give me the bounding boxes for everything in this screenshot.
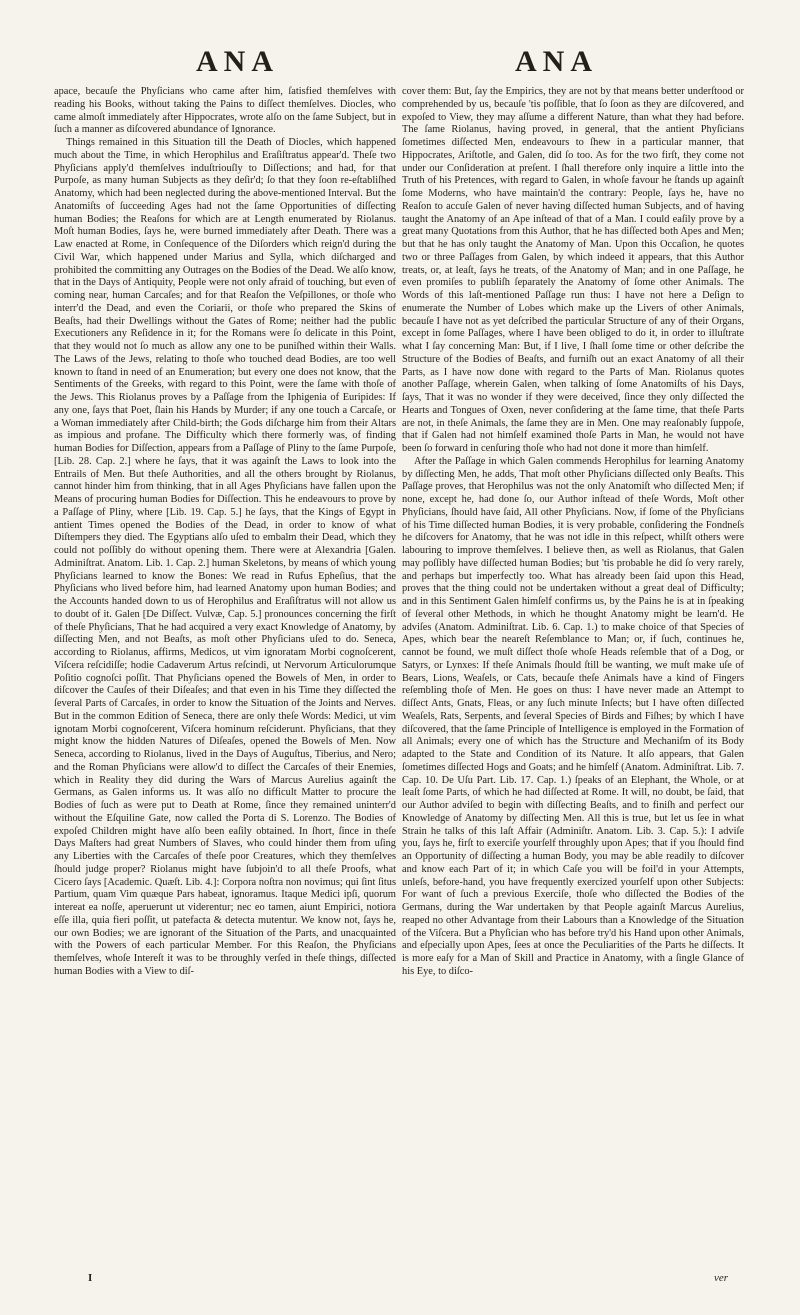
catchword: ver (714, 1272, 729, 1284)
text-column-left (54, 86, 396, 1266)
page-header (0, 42, 800, 82)
page-footer (0, 1272, 800, 1292)
paragraph: Things remained in this Situation till the Death of Diocles, which happened much about the Time, in which Herophilus and Eraſiſtratus appear'd. Theſe two Phyſicians apply'd themſelves induſtriouſly to Diſſections; and had, for that Purpoſe, as many human Subjects as they deſir'd; ſo that they ſoon re-eſtabliſhed Anatomy, which had been neglected during the above-mentioned Interval. But the Anatomiſts of ſucceeding Ages had not the ſame Opportunities of diſſecting human Bodies; the Reaſons for which are at Length enumerated by Riolanus. Moſt human Bodies, ſays he, were burned immediately after Death. There was a Law enacted at Rome, in Conſequence of the Diſorders which reign'd during the Civil War, which happened under Marius and Sylla, which diſcharged and prohibited the committing any Outrages on the Bodies of the Dead. We alſo know, that in the Days of Antiquity, People were not only afraid of touching, but even of coming near, human Carcaſes; and for that Reaſon the Veſpillones, or thoſe who interr'd the Dead, and even the Coriarii, or thoſe who prepared the Skins of Beaſts, had their Dwellings without the Gates of Rome; neither had the public Executioners any Reſidence in it; for the Romans were ſo delicate in this Point, that they would not ſo much as allow any one to be puniſhed within their Walls. The Laws of the Jews, relating to thoſe who touched dead Bodies, are too well known to ſtand in need of an Enumeration; but every one does not know, that the Sentiments of the Greeks, with regard to this Point, were the ſame with thoſe of the Jews. This Riolanus proves by a Paſſage from the Iphigenia of Euripides: If any one, ſays that Poet, ſlain his Hands by Murder; if any one touch a Carcaſe, or a Woman immediately after Child-birth; the Gods diſcharge him from their Altars as impious and profane. The Difficulty which there formerly was, of finding human Bodies for Diſſection, appears from a Paſſage of Pliny to the ſame Purpoſe, [Lib. 28. Cap. 2.] where he ſays, that it was againſt the Laws to look into the Entrails of Men. But theſe Authorities, and all the others brought by Riolanus, cannot hinder him from thinking, that in all Ages Phyſicians have fallen upon the Means of procuring human Bodies for Diſſection. This he endeavours to prove by a Paſſage of Pliny, where [Lib. 19. Cap. 5.] he ſays, that the Kings of Egypt in antient Times opened the Bodies of the Dead, in order to know of what Diſtempers they died. The Egyptians alſo uſed to embalm their Dead, which they could not poſſibly do without opening them. There were at Alexandria [Galen. Adminiſtrat. Anatom. Lib. 1. Cap. 2.] human Skeletons, by means of which young Phyſicians learned to know the Bones: We read in Rufus Epheſius, that the Phyſicians who lived before him, had learned Anatomy upon human Bodies; and the Accounts handed down to us of Herophilus and Eraſiſtratus will not allow us to doubt of it. Galen [De Diſſect. Vulvæ, Cap. 5.] pronounces concerning the firſt of theſe Phyſicians, That he had acquired a very exact Knowledge of Anatomy, by diſſecting Men, and not Beaſts, as moſt other Phyſicians uſed to do. Seneca, according to Riolanus, affirms, Medicos, ut vim ignoratam Morbi cognoſcerent, Viſcera reſcidiſſe; hodie Cadaverum Artus reſcindi, ut Nervorum Articulorumque Poſitio cognoſci poſſit. That Phyſicians opened the Bowels of Men, in order to diſcover the Cauſes of their Diſeaſes; and that even in his Time they diſſected the ſeveral Parts of Carcaſes, in order to know the Situation of the Joints and Nerves. But in the common Edition of Seneca, there are only theſe Words: Medici, ut vim ignotam Morbi cognoſcerent, Viſcera hominum reſciderunt. Phyſicians, that they might know the hidden Natures of Diſeaſes, opened the Bowels of Men. Now Seneca, according to Riolanus, lived in the Days of Auguſtus, Tiberius, and Nero; and the Roman Phyſicians were allow'd to diſſect the Carcaſes of their Enemies, which in Reality they did during the Wars of Marcus Aurelius againſt the Germans, as Galen informs us. It was alſo no difficult Matter to procure the Bodies of ſuch as were put to Death at Rome, ſince they remained uninterr'd without the Eſquiline Gate, now called the Porta di S. Lorenzo. The Bodies of expoſed Children might have alſo been eaſily obtained. In ſhort, ſince in theſe Days Maſters had great Numbers of Slaves, who could hinder them from uſing any Liberties with the Carcaſes of theſe poor Creatures, which they themſelves ſhould judge proper? Riolanus might have ſubjoin'd to all theſe Proofs, what Cicero ſays [Academic. Quæſt. Lib. 4.]: Corpora noſtra non novimus; qui ſint ſitus Partium, quam Vim quæque Pars habeat, ignoramus. Itaque Medici ipſi, quorum intereat ea noſſe, aperuerunt ut viderentur; nec eo tamen, aiunt Empirici, notiora eſſe illa, quia fieri poſſit, ut patefacta & detecta mutentur. We know not, ſays he, our own Bodies; we are ignorant of the Situation of the Parts, and unacquainted with the Powers of each particular Member. For this Reaſon, the Phyſicians themſelves, whoſe Intereſt it was to be throughly verſed in theſe things, diſſected human Bodies with a View to diſ- (54, 137, 396, 977)
paragraph: apace, becauſe the Phyſicians who came after him, ſatisfied themſelves with reading his Books, without taking the Pains to diſſect themſelves. Diocles, who came almoſt immediately after Hippocrates, wrote alſo on the ſame Subject, but in ſuch a manner as diſcovered abundance of Ignorance. (54, 86, 396, 136)
text-column-right (402, 86, 744, 1266)
paragraph: After the Paſſage in which Galen commends Herophilus for learning Anatomy by diſſecting Men, he adds, That moſt other Phyſicians diſſected only Beaſts. This Paſſage proves, that Herophilus was not the only Anatomiſt who diſſected Men; if none, except he, had done ſo, our Author inſtead of theſe Words, Moſt other Phyſicians, ſhould have ſaid, All other Phyſicians. Now, if ſome of the Phyſicians of his Time diſſected human Bodies, it is very probable, conſidering the Fondneſs he diſcovers for Anatomy, that he was not idle in this reſpect, whilſt others were labouring to improve themſelves. I believe then, as well as Riolanus, that Galen may poſſibly have diſſected human Bodies; but 'tis probable he did ſo very rarely, and perhaps but imperfectly too. What has already been ſaid upon this Head, proves that the thing could not be undertaken without a great deal of Difficulty; and in this Sentiment Galen himſelf confirms us, by the Pains he is at in ſpeaking of ſeveral other Methods, in which he thought Anatomy might be learn'd. He adviſes (Anatom. Adminiſtrat. Lib. 6. Cap. 1.) to make choice of that Species of Apes, which bear the neareſt Reſemblance to Man; or, if ſuch, continues he, cannot be found, we muſt diſſect thoſe whoſe Heads reſemble that of a Dog, or Satyrs, or Lynxes: If theſe Animals ſhould ſtill be wanting, we muſt make uſe of Bears, Lions, Weaſels, or Cats, becauſe theſe Animals have a kind of Fingers reſembling thoſe of Men. He goes on thus: I have never made an Attempt to diſſect Ants, Gnats, Fleas, or any ſuch minute Inſects; but I have often diſſected Weaſels, Rats, Serpents, and ſeveral Species of Birds and Fiſhes; by which I have diſcovered, that the ſame Principle of Intelligence is employed in the Formation of all Animals; every one of which has the Structure and Mechaniſm of its Body adapted to the State and Condition of its Nature. It alſo appears, that Galen ſometimes diſſected Hogs and Goats; and he himſelf (Anatom. Adminiſtrat. Lib. 7. Cap. 10. De Uſu Part. Lib. 17. Cap. 1.) ſpeaks of an Elephant, the Whole, or at leaſt ſome Parts, of which he had diſſected at Rome. It will, no doubt, be ſaid, that our Author adviſed to begin with diſſecting Beaſts, and to finiſh and perfect our Knowledge of Anatomy by diſſecting Men. All this is true, but let us ſee in what Strain he talks of this laſt Affair (Adminiſtr. Anatom. Lib. 3. Cap. 5.): I adviſe you, ſays he, firſt to exerciſe yourſelf throughly upon Apes; that if you ſhould find an Opportunity of diſſecting a human Body, you may be able readily to diſcover and know each Part of it; in which Caſe you will be foil'd in your Attempts, unleſs, before-hand, you have frequently exercized yourſelf upon other Subjects: For want of ſuch a previous Exerciſe, thoſe who diſſected the Bodies of the Germans, during the War undertaken by that People againſt Marcus Aurelius, reaped no other Advantage from their Labours than a Knowledge of the Situation of the Viſcera. But a Phyſician who has before try'd his Hand upon other Animals, and eſpecially upon Apes, ſees at once the Peculiarities of the Parts he diſſects. It is more eaſy for a Man of Skill and Practice in Anatomy, with a ſingle Glance of his Eye, to diſco- (402, 455, 744, 977)
running-head-right: ANA (515, 45, 598, 78)
signature-mark: I (88, 1272, 93, 1284)
paragraph: cover them: But, ſay the Empirics, they are not by that means better underſtood or comprehended by us, becauſe 'tis poſſible, that ſo ſoon as they are diſcovered, and expoſed to View, they may aſſume a different Nature, than what they had before. The ſame Riolanus, having proved, in general, that the antient Phyſicians ſometimes diſſected Men, endeavours to ſhew in a particular manner, that Hippocrates, Ariſtotle, and Galen, did ſo too. As for the two firſt, they come not under our Conſideration at preſent. I ſhall therefore only inquire a little into the Truth of his Pretences, with regard to Galen, in whoſe favour he ſtands up againſt ſome Moderns, who have maintain'd the contrary: People, ſays he, have no Reaſon to accuſe Galen of never having diſſected human Subjects, and of having taught the Anatomy of an Ape inſtead of that of a Man. I could eaſily prove by a great many Quotations from this Author, that he has diſſected both Apes and Men; but that he has only taught the Anatomy of Man. Upon this Occaſion, he quotes two or three Paſſages from Galen, by which indeed it appears, that this Author treats, or, at leaſt, ſays he treats, of the Anatomy of Man; and in one Paſſage, he even promiſes to publiſh ſeparately the Anatomy of ſome other Animals. The Words of this laſt-mentioned Paſſage run thus: I have not here a Deſign to enumerate the Number of Lobes which make up the Livers of other Animals, becauſe I have not as yet deſcribed the particular Structure of any of their Organs, except in ſome Paſſages, where I have been obliged to do it, in order to illuſtrate what I ſay concerning Man: But, if I live, I ſhall ſome time or other deſcribe the Structure of the Bodies of Beaſts, and furniſh out an exact Anatomy of all their Parts, as I have now done with regard to the Parts of Man. Riolanus quotes another Paſſage, wherein Galen, when talking of ſome Anatomiſts of his Days, ſays, That it was no wonder if they were deceived, ſince they only diſſected the Hearts and Tongues of Oxen, never conſidering at the ſame time, that theſe Parts are not, in theſe Animals, the ſame they are in Men. One may reaſonably ſuppoſe, that if Galen had not himſelf examined thoſe Parts in Man, he would not have been ſo forward in cenſuring thoſe who had not done it more than himſelf. (402, 86, 744, 454)
running-head-left: ANA (196, 45, 279, 78)
